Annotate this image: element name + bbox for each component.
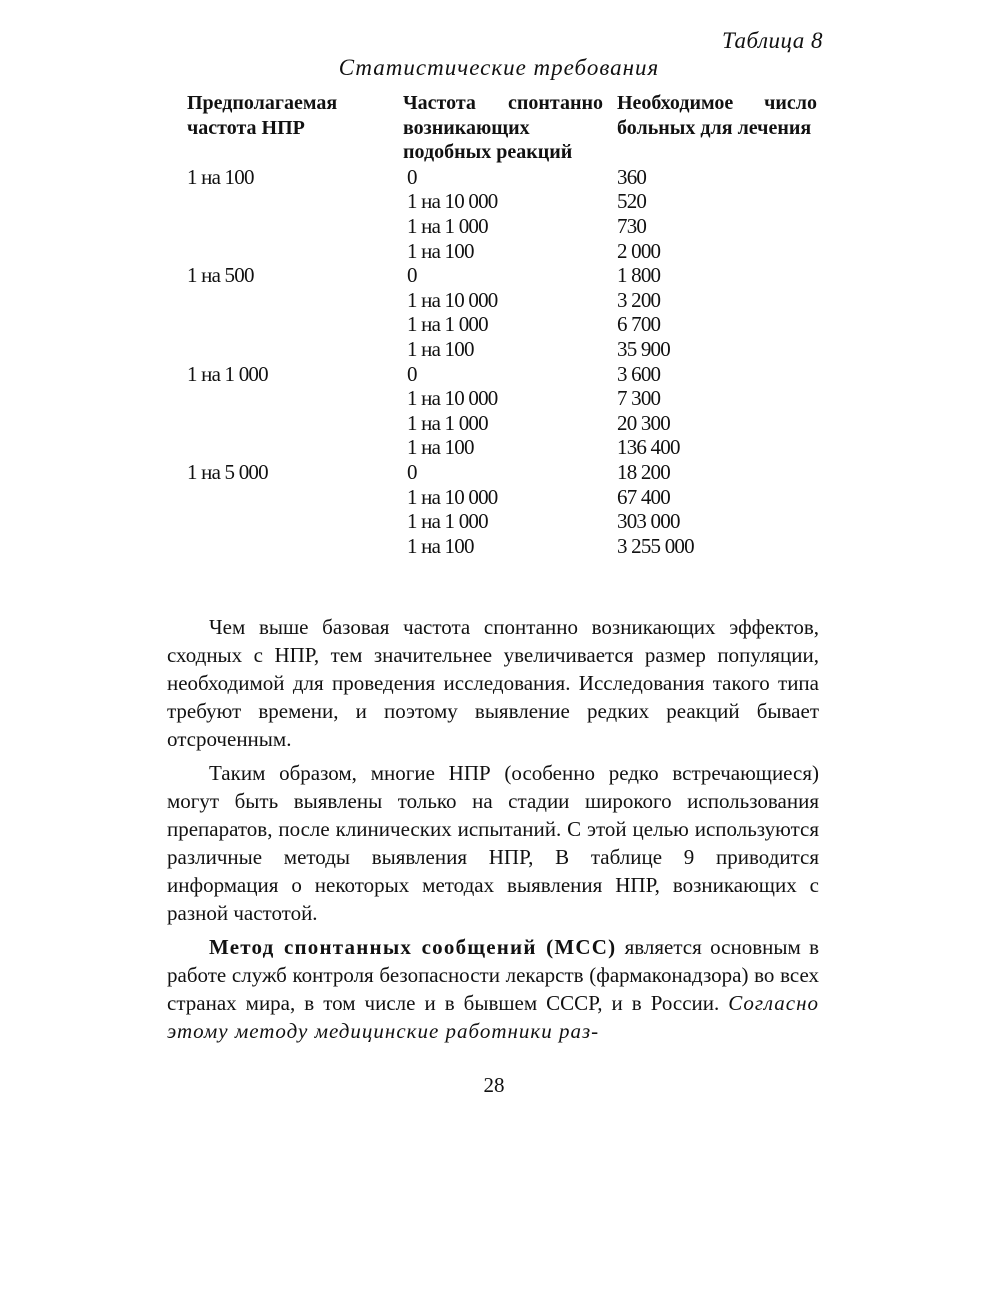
- cell-required-patients: 67 400: [617, 484, 670, 509]
- paragraph-2: Таким образом, многие НПР (особенно редко встречающиеся) могут быть выявлены только на стадии широкого использования препаратов, после клинических испытаний. С этой целью используются различные методы выявления НПР, В таблице 9 приводится информация о некоторых методах выявления НПР, возникающих с разной частотой.: [167, 761, 819, 925]
- cell-expected-frequency: [187, 214, 403, 239]
- cell-required-patients: 360: [617, 164, 647, 189]
- paragraph-3-text: является основным в работе служб контроля безопасности лекарств (фармаконадзора) во всех странах мира, в том числе и в бывшем СССР, и в России.: [167, 935, 819, 1015]
- table-row: [187, 435, 817, 460]
- cell-expected-frequency: [187, 485, 403, 510]
- table-row: [187, 411, 817, 436]
- table-row: [187, 263, 817, 288]
- statistics-table: [187, 91, 817, 558]
- table-row: [187, 165, 817, 190]
- cell-required-patients: 6 700: [617, 312, 661, 337]
- table-row: [187, 534, 817, 559]
- table-row: [187, 239, 817, 264]
- table-row: [187, 485, 817, 510]
- cell-spontaneous-frequency: 0: [407, 263, 417, 288]
- cell-required-patients: 2 000: [617, 238, 661, 263]
- header-expected-frequency: Предполагаемая частота НПР: [187, 92, 338, 139]
- cell-expected-frequency: 1 на 100: [187, 164, 254, 189]
- cell-expected-frequency: 1 на 1 000: [187, 361, 268, 386]
- cell-spontaneous-frequency: 1 на 1 000: [407, 410, 488, 435]
- paragraph-3: [167, 933, 819, 1045]
- paragraph-3-italic: Согласно этому методу медицинские работники раз-: [167, 991, 819, 1043]
- cell-required-patients: 18 200: [617, 459, 670, 484]
- cell-expected-frequency: [187, 288, 403, 313]
- method-term: Метод спонтанных сообщений (МСС): [209, 935, 617, 959]
- cell-spontaneous-frequency: 0: [407, 459, 417, 484]
- header-spontaneous-frequency: Частота спонтанно возникающих подобных реакций: [403, 92, 603, 164]
- table-title: Статистические требования: [338, 55, 660, 80]
- cell-required-patients: 3 600: [617, 361, 661, 386]
- cell-expected-frequency: [187, 386, 403, 411]
- table-row: [187, 312, 817, 337]
- cell-required-patients: 303 000: [617, 509, 680, 534]
- cell-expected-frequency: [187, 312, 403, 337]
- header-required-patients: Необходимое число больных для лечения: [617, 92, 817, 139]
- cell-expected-frequency: [187, 509, 403, 534]
- cell-expected-frequency: [187, 411, 403, 436]
- table-row: [187, 509, 817, 534]
- cell-spontaneous-frequency: 1 на 1 000: [407, 213, 488, 238]
- cell-required-patients: 520: [617, 189, 647, 214]
- table-row: [187, 214, 817, 239]
- cell-spontaneous-frequency: 1 на 10 000: [407, 287, 498, 312]
- cell-expected-frequency: [187, 337, 403, 362]
- cell-spontaneous-frequency: 1 на 100: [407, 533, 474, 558]
- cell-required-patients: 35 900: [617, 336, 670, 361]
- table-body: [187, 165, 817, 559]
- table-row: [187, 460, 817, 485]
- page-number: 28: [483, 1073, 505, 1097]
- table-header-row: [187, 91, 817, 165]
- cell-spontaneous-frequency: 1 на 1 000: [407, 509, 488, 534]
- cell-expected-frequency: [187, 189, 403, 214]
- cell-spontaneous-frequency: 1 на 100: [407, 435, 474, 460]
- cell-spontaneous-frequency: 1 на 1 000: [407, 312, 488, 337]
- cell-expected-frequency: 1 на 5 000: [187, 459, 268, 484]
- table-label: Таблица 8: [721, 28, 823, 53]
- cell-expected-frequency: [187, 534, 403, 559]
- cell-spontaneous-frequency: 1 на 10 000: [407, 189, 498, 214]
- cell-spontaneous-frequency: 1 на 100: [407, 336, 474, 361]
- cell-spontaneous-frequency: 1 на 100: [407, 238, 474, 263]
- cell-required-patients: 20 300: [617, 410, 670, 435]
- body-text: [167, 613, 819, 1051]
- cell-required-patients: 1 800: [617, 263, 661, 288]
- cell-spontaneous-frequency: 0: [407, 361, 417, 386]
- cell-required-patients: 136 400: [617, 435, 680, 460]
- cell-required-patients: 3 255 000: [617, 533, 694, 558]
- cell-expected-frequency: [187, 239, 403, 264]
- table-row: [187, 386, 817, 411]
- cell-required-patients: 3 200: [617, 287, 661, 312]
- cell-required-patients: 730: [617, 213, 647, 238]
- cell-required-patients: 7 300: [617, 386, 661, 411]
- cell-spontaneous-frequency: 0: [407, 164, 417, 189]
- cell-spontaneous-frequency: 1 на 10 000: [407, 386, 498, 411]
- cell-expected-frequency: 1 на 500: [187, 263, 254, 288]
- table-row: [187, 362, 817, 387]
- table-row: [187, 288, 817, 313]
- cell-expected-frequency: [187, 435, 403, 460]
- paragraph-1: Чем выше базовая частота спонтанно возникающих эффектов, сходных с НПР, тем значительнее увеличивается размер популяции, необходимой для проведения исследования. Исследования такого типа требуют времени, и поэтому выявление редких реакций бывает отсроченным.: [167, 615, 819, 751]
- cell-spontaneous-frequency: 1 на 10 000: [407, 484, 498, 509]
- table-row: [187, 337, 817, 362]
- table-row: [187, 189, 817, 214]
